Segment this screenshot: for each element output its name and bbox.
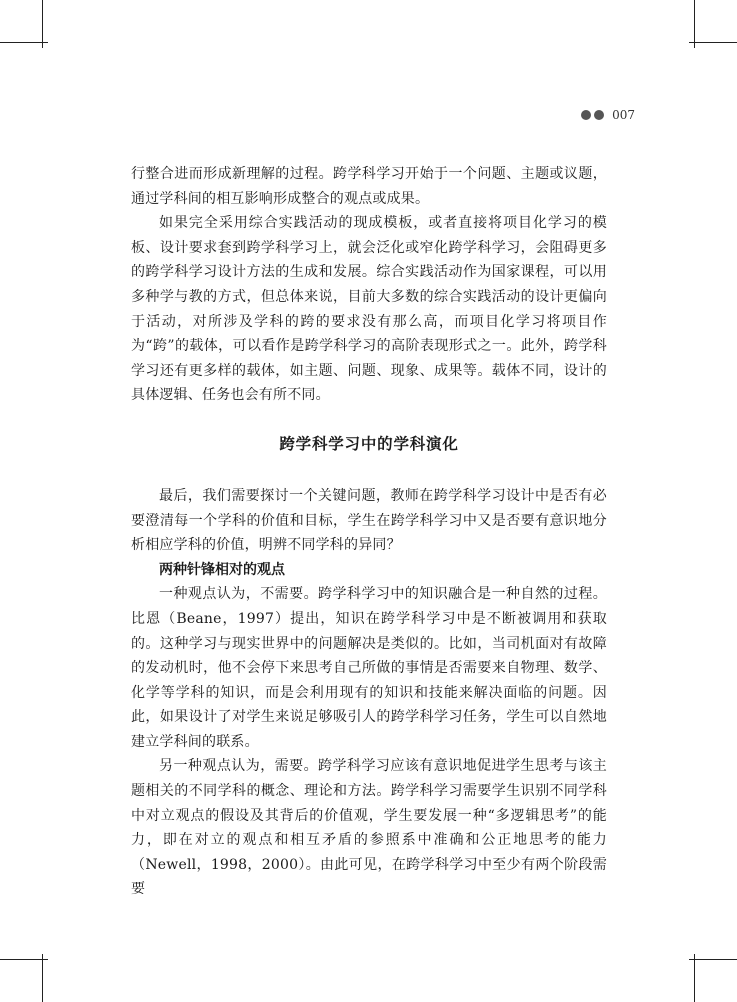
- running-header: [581, 108, 635, 122]
- crop-mark-bottom-right-v: [694, 954, 695, 1002]
- crop-mark-top-right-h: [689, 42, 737, 43]
- subheading: 两种针锋相对的观点: [159, 561, 285, 578]
- paragraph-view-two: 另一种观点认为，需要。跨学科学习应该有意识地促进学生思考与该主题相关的不同学科的概念、理论和方法。跨学科学习需要学生识别不同学科中对立观点的假设及其背后的价值观，学生要发展一种“多逻辑思考”的能力，即在对立的观点和相互矛盾的参照系中准确和公正地思考的能力（Newell，1998，2000）。由此可见，在跨学科学习中至少有两个阶段需要: [131, 758, 607, 898]
- crop-mark-bottom-left-v: [42, 954, 43, 1002]
- section-title: 跨学科学习中的学科演化: [279, 434, 459, 453]
- paragraph-view-one: 一种观点认为，不需要。跨学科学习中的知识融合是一种自然的过程。比恩（Beane，1997）提出，知识在跨学科学习中是不断被调用和获取的。这种学习与现实世界中的问题解决是类似的。比如，当司机面对有故障的发动机时，他不会停下来思考自己所做的事情是否需要来自物理、数学、化学等学科的知识，而是会利用现有的知识和技能来解决面临的问题。因此，如果设计了对学生来说足够吸引人的跨学科学习任务，学生可以自然地建立学科间的联系。: [131, 586, 607, 750]
- crop-mark-top-left-v: [42, 0, 43, 48]
- crop-mark-bottom-right-h: [689, 959, 737, 960]
- crop-mark-top-left-h: [0, 42, 48, 43]
- crop-mark-top-right-v: [694, 0, 695, 48]
- page-number: 007: [612, 108, 635, 122]
- crop-mark-bottom-left-h: [0, 959, 48, 960]
- paragraph-continued: 行整合进而形成新理解的过程。跨学科学习开始于一个问题、主题或议题，通过学科间的相互影响形成整合的观点或成果。: [131, 166, 607, 207]
- paragraph-template-critique: 如果完全采用综合实践活动的现成模板，或者直接将项目化学习的模板、设计要求套到跨学科学习上，就会泛化或窄化跨学科学习，会阻碍更多的跨学科学习设计方法的生成和发展。综合实践活动作为国家课程，可以用多种学与教的方式，但总体来说，目前大多数的综合实践活动的设计更偏向于活动，对所涉及学科的跨的要求没有那么高，而项目化学习将项目作为“跨”的载体，可以看作是跨学科学习的高阶表现形式之一。此外，跨学科学习还有更多样的载体，如主题、问题、现象、成果等。载体不同，设计的具体逻辑、任务也会有所不同。: [131, 215, 607, 404]
- chapter-ornament-icon: [581, 110, 604, 120]
- page-content: [131, 162, 607, 902]
- paragraph-key-question: 最后，我们需要探讨一个关键问题，教师在跨学科学习设计中是否有必要澄清每一个学科的价值和目标，学生在跨学科学习中又是否要有意识地分析相应学科的价值，明辨不同学科的异同？: [131, 487, 607, 554]
